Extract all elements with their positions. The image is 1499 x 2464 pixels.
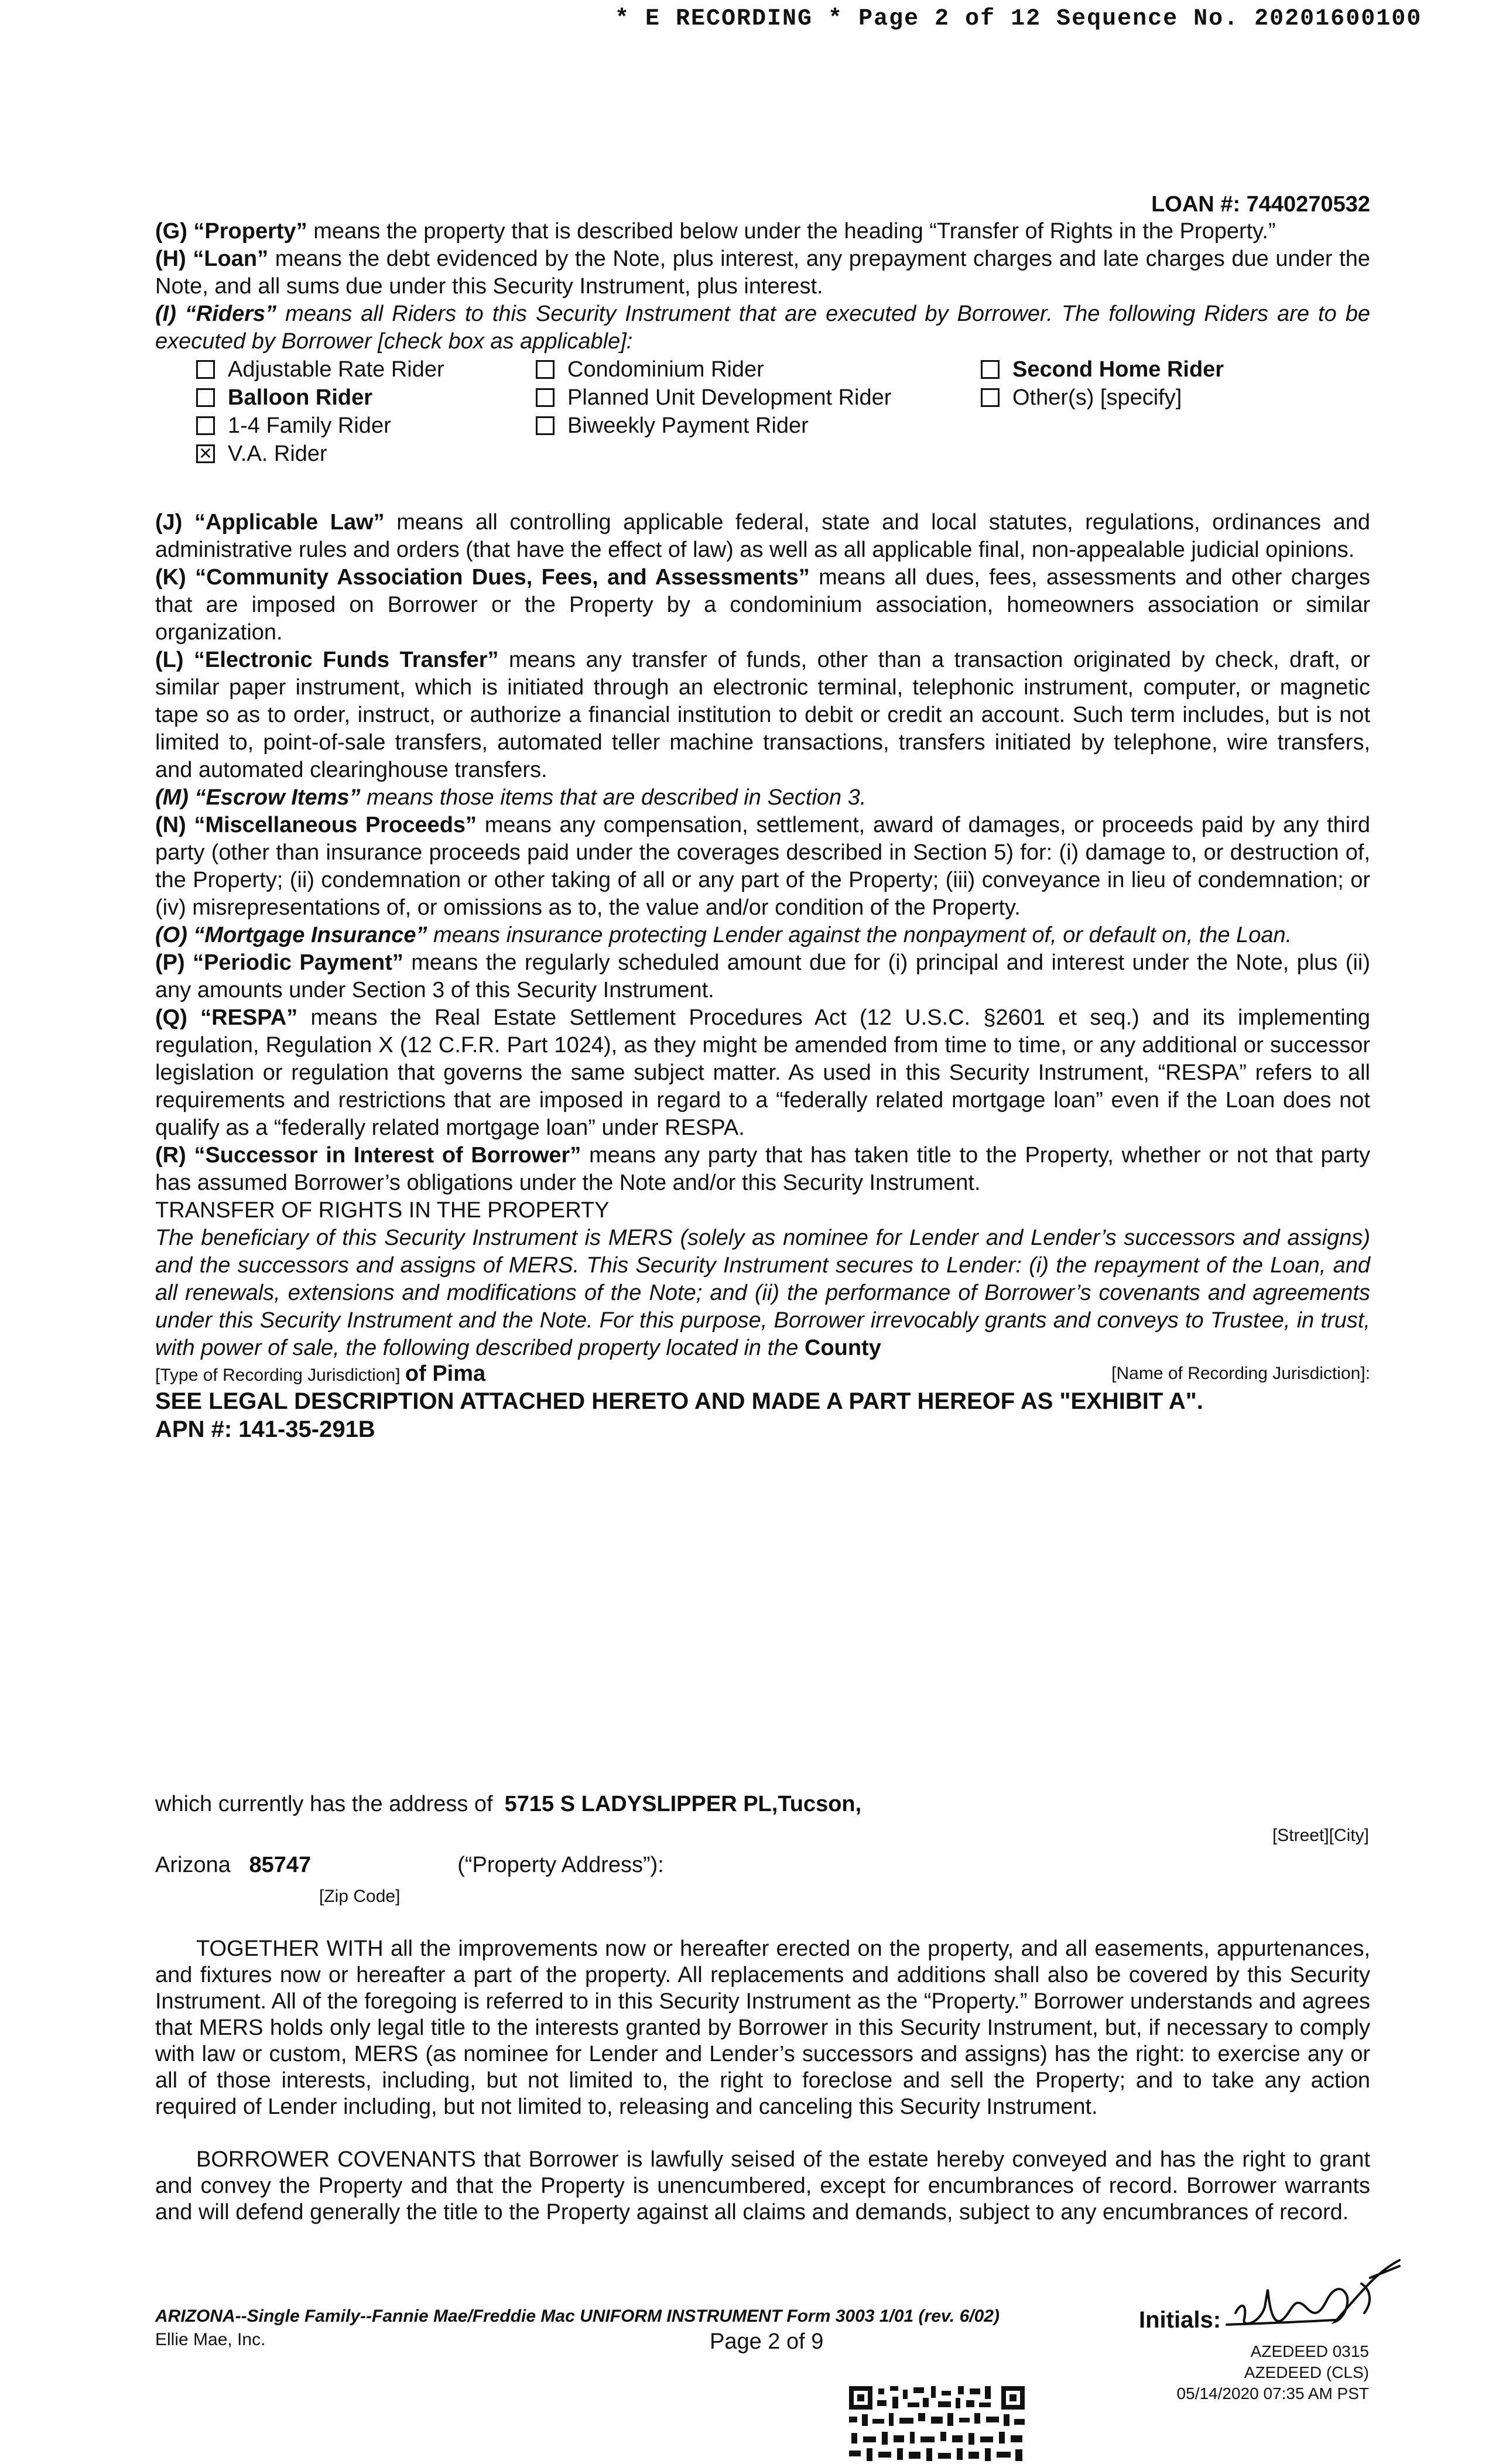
recording-header: * E RECORDING * Page 2 of 12 Sequence No. 20201600100: [615, 6, 1422, 32]
definition-o: (O) “Mortgage Insurance” means insurance protecting Lender against the nonpayment of, or default on, the Loan.: [155, 923, 1292, 947]
initials-label: Initials:: [1139, 2307, 1221, 2333]
property-address-line: which currently has the address of 5715 S LADYSLIPPER PL,Tucson,: [155, 1792, 862, 1816]
covenant-paragraphs: [155, 1936, 1370, 2226]
checkbox-checked: ✕: [196, 444, 215, 463]
definition-i: (I) “Riders” means all Riders to this Security Instrument that are executed by Borrower. The following Riders are to be executed by Borrower [check box as applicable]:: [155, 302, 1370, 354]
checkbox: [981, 388, 1000, 407]
page-number: Page 2 of 9: [710, 2329, 824, 2354]
footer-form-info: ARIZONA--Single Family--Fannie Mae/Freddie Mac UNIFORM INSTRUMENT Form 3003 1/01 (rev. 6/02) Ellie Mae, Inc.: [155, 2306, 1000, 2349]
transfer-paragraph: The beneficiary of this Security Instrument is MERS (solely as nominee for Lender and Lender’s successors and assigns) and the successors and assigns of MERS. This Security Instrument secures to Lender: (i) the repayment of the Loan, and all renewals, extensions and modifications of the Note; and (ii) the performance of Borrower’s covenants and agreements under this Security Instrument and the Note. For this purpose, Borrower irrevocably grants and conveys to Trustee, in trust, with power of sale, the following described property located in the County: [155, 1226, 1370, 1360]
definition-n: (N) “Miscellaneous Proceeds” means any compensation, settlement, award of damages, or proceeds paid by any third party (other than insurance proceeds paid under the coverages described in Section 5) for: (i) damage to, or destruction of, the Property; (ii) condemnation or other taking of all or any part of the Property; (iii) conveyance in lieu of condemnation; or (iv) misrepresentations of, or omissions as to, the value and/or condition of the Property.: [155, 813, 1370, 920]
rider-biweekly: Biweekly Payment Rider: [536, 412, 981, 440]
checkbox: [196, 360, 215, 379]
rider-balloon: Balloon Rider: [196, 384, 536, 412]
checkbox: [981, 360, 1000, 379]
checkbox: [196, 416, 215, 435]
loan-number: LOAN #: 7440270532: [1151, 192, 1370, 217]
rider-other: Other(s) [specify]: [981, 384, 1332, 412]
legal-description: SEE LEGAL DESCRIPTION ATTACHED HERETO AND MADE A PART HEREOF AS "EXHIBIT A".: [155, 1388, 1203, 1414]
checkbox: [536, 360, 555, 379]
apn: APN #: 141-35-291B: [155, 1416, 375, 1442]
rider-condominium: Condominium Rider: [536, 355, 981, 384]
rider-1-4-family: 1-4 Family Rider: [196, 412, 536, 440]
transfer-title: TRANSFER OF RIGHTS IN THE PROPERTY: [155, 1198, 610, 1223]
definition-q: (Q) “RESPA” means the Real Estate Settlement Procedures Act (12 U.S.C. §2601 et seq.) and its implementing regulation, Regulation X (12 C.F.R. Part 1024), as they might be amended from time to time, or any additional or successor legislation or regulation that governs the same subject matter. As used in this Security Instrument, “RESPA” refers to all requirements and restrictions that are imposed in regard to a “federally related mortgage loan” even if the Loan does not qualify as a “federally related mortgage loan” under RESPA.: [155, 1005, 1370, 1140]
barcode-icon: [849, 2386, 1025, 2464]
rider-va: ✕ V.A. Rider: [196, 440, 536, 468]
together-paragraph: TOGETHER WITH all the improvements now or hereafter erected on the property, and all easements, appurtenances, and fixtures now or hereafter a part of the property. All replacements and additions shall also be covered by this Security Instrument. All of the foregoing is referred to in this Security Instrument as the “Property.” Borrower understands and agrees that MERS holds only legal title to the interests granted by Borrower in this Security Instrument, but, if necessary to comply with law or custom, MERS (as nominee for Lender and Lender’s successors and assigns) has the right: to exercise any or all of those interests, including, but not limited to, the right to foreclose and sell the Property; and to take any action required of Lender including, but not limited to, releasing and canceling this Security Instrument.: [155, 1936, 1370, 2119]
zip-line: Arizona 85747 (“Property Address”):: [155, 1853, 664, 1877]
checkbox: [196, 388, 215, 407]
rider-adjustable-rate: Adjustable Rate Rider: [196, 355, 536, 384]
definition-g: (G) “Property” means the property that is described below under the heading “Transfer of Rights in the Property.”: [155, 219, 1276, 244]
definition-p: (P) “Periodic Payment” means the regularly scheduled amount due for (i) principal and interest under the Note, plus (ii) any amounts under Section 3 of this Security Instrument.: [155, 950, 1370, 1002]
jurisdiction-line: [Type of Recording Jurisdiction] of Pima [Name of Recording Jurisdiction]:: [155, 1361, 1370, 1386]
handwritten-initials-signature: [1224, 2249, 1417, 2342]
street-city-label: [Street][City]: [1272, 1826, 1369, 1845]
definition-k: (K) “Community Association Dues, Fees, and Assessments” means all dues, fees, assessments and other charges that are imposed on Borrower or the Property by a condominium association, homeowners association or similar organization.: [155, 565, 1370, 645]
checkbox: [536, 388, 555, 407]
zip-code-label: [Zip Code]: [319, 1887, 401, 1906]
rider-pud: Planned Unit Development Rider: [536, 384, 981, 412]
definition-m: (M) “Escrow Items” means those items that are described in Section 3.: [155, 785, 867, 810]
definition-r: (R) “Successor in Interest of Borrower” means any party that has taken title to the Property, whether or not that party has assumed Borrower’s obligations under the Note and/or this Security Instrument.: [155, 1143, 1371, 1195]
borrower-covenants-paragraph: BORROWER COVENANTS that Borrower is lawfully seised of the estate hereby conveyed and has the right to grant and convey the Property and that the Property is unencumbered, except for encumbrances of record. Borrower warrants and will defend generally the title to the Property against all claims and demands, subject to any encumbrances of record.: [155, 2147, 1370, 2225]
definition-j: (J) “Applicable Law” means all controlling applicable federal, state and local statutes, regulations, ordinances and administrative rules and orders (that have the effect of law) as well as all applicable final, non-appealable judicial opinions.: [155, 510, 1370, 562]
riders-checklist: [196, 355, 1370, 468]
definitions-body: [155, 218, 1370, 1443]
definition-l: (L) “Electronic Funds Transfer” means any transfer of funds, other than a transaction originated by check, draft, or similar paper instrument, which is initiated through an electronic terminal, telephonic instrument, computer, or magnetic tape so as to order, instruct, or authorize a financial institution to debit or credit an account. Such term includes, but is not limited to, point-of-sale transfers, automated teller machine transactions, transfers initiated by telephone, wire transfers, and automated clearinghouse transfers.: [155, 648, 1370, 782]
definition-h: (H) “Loan” means the debt evidenced by the Note, plus interest, any prepayment charges and late charges due under the Note, and all sums due under this Security Instrument, plus interest.: [155, 247, 1371, 299]
checkbox: [536, 416, 555, 435]
rider-second-home: Second Home Rider: [981, 355, 1332, 384]
rider-empty: [981, 412, 1332, 440]
recording-stamp: AZEDEED 0315 AZEDEED (CLS) 05/14/2020 07:35 AM PST: [1176, 2342, 1369, 2403]
